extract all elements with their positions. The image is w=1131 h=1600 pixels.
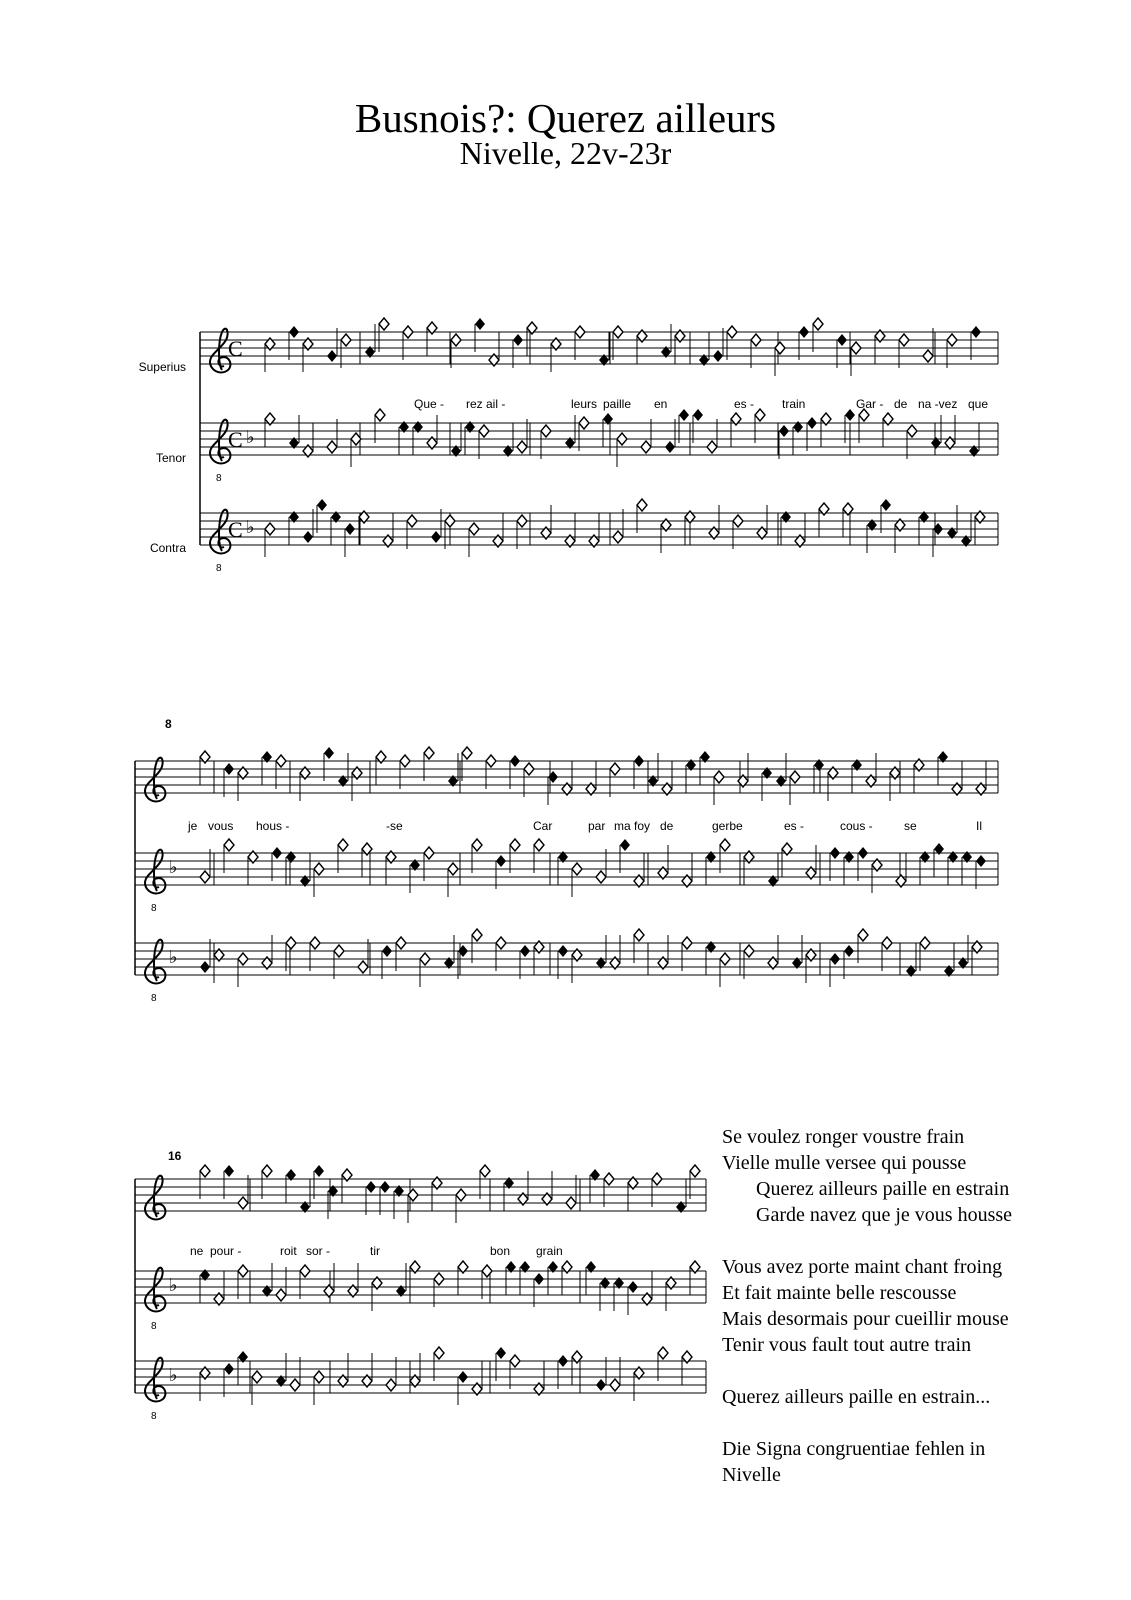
note	[634, 755, 644, 767]
note	[517, 441, 527, 453]
note	[558, 945, 568, 957]
note	[420, 953, 430, 965]
note	[324, 747, 334, 759]
note	[628, 1281, 638, 1293]
note	[472, 839, 482, 851]
note	[613, 326, 623, 338]
note	[799, 326, 809, 338]
lyric-syllable: se	[904, 819, 917, 833]
note	[534, 839, 544, 851]
note	[469, 523, 479, 535]
note	[451, 334, 461, 346]
poem-line: Et fait mainte belle rescousse	[722, 1282, 957, 1304]
poem-text	[722, 1124, 1122, 1488]
note	[907, 425, 917, 437]
note	[658, 1347, 668, 1359]
voice-label-tenor: Tenor	[155, 451, 186, 465]
svg-text:C: C	[228, 427, 243, 452]
lyric-syllable: de	[660, 819, 674, 833]
note	[751, 334, 761, 346]
note	[637, 499, 647, 511]
note	[720, 839, 730, 851]
note	[620, 839, 630, 851]
svg-text:♭: ♭	[246, 517, 255, 538]
lyric-syllable: paille	[603, 397, 632, 411]
note	[779, 425, 789, 437]
poem-line: Se voulez ronger voustre frain	[722, 1126, 965, 1148]
note	[200, 961, 210, 973]
note	[265, 523, 275, 535]
note	[224, 1165, 234, 1177]
lyric-syllable: sor -	[306, 1244, 330, 1258]
note	[345, 523, 355, 535]
treble-clef	[145, 1176, 165, 1220]
lyric-syllable: pour -	[210, 1244, 242, 1258]
note	[733, 515, 743, 527]
note	[923, 350, 933, 362]
note	[310, 937, 320, 949]
note	[276, 1289, 286, 1301]
note	[290, 1379, 300, 1391]
note	[566, 1197, 576, 1209]
note	[976, 855, 986, 867]
note	[424, 747, 434, 759]
note	[971, 326, 981, 338]
treble-clef	[145, 940, 165, 984]
note	[899, 334, 909, 346]
note	[341, 334, 351, 346]
lyrics-system-1	[414, 397, 988, 411]
poem-line: Tenir vous fault tout autre train	[722, 1334, 972, 1356]
lyric-syllable: hous -	[256, 819, 290, 833]
note	[541, 425, 551, 437]
svg-text:♭: ♭	[246, 427, 255, 448]
note	[882, 937, 892, 949]
note	[480, 1165, 490, 1177]
svg-text:♭: ♭	[169, 1275, 178, 1296]
note	[289, 326, 299, 338]
note	[610, 1379, 620, 1391]
note	[403, 326, 413, 338]
note	[920, 937, 930, 949]
note	[475, 318, 485, 330]
note	[338, 839, 348, 851]
lyric-syllable: roit	[280, 1244, 297, 1258]
lyric-syllable: ne	[190, 1244, 204, 1258]
treble-clef	[145, 1358, 165, 1402]
note	[448, 863, 458, 875]
note	[462, 747, 472, 759]
note	[375, 409, 385, 421]
note	[386, 1379, 396, 1391]
note	[496, 937, 506, 949]
lyric-syllable: je	[188, 819, 198, 833]
note	[314, 1371, 324, 1383]
note	[844, 945, 854, 957]
lyric-syllable: -se	[386, 819, 403, 833]
note	[238, 1197, 248, 1209]
poem-line: Mais desormais pour cueillir mouse	[722, 1308, 1009, 1330]
note	[830, 953, 840, 965]
lyric-syllable: Gar -	[856, 397, 884, 411]
poem-line: Querez ailleurs paille en estrain...	[722, 1386, 991, 1408]
note	[200, 871, 210, 883]
note	[641, 441, 651, 453]
lyric-syllable: rez ail -	[466, 397, 506, 411]
note	[496, 1347, 506, 1359]
poem-line: Vous avez porte maint chant froing	[722, 1256, 1003, 1278]
lyric-syllable: par	[588, 819, 606, 833]
note	[303, 531, 313, 543]
note	[575, 326, 585, 338]
note	[314, 863, 324, 875]
note	[327, 350, 337, 362]
note	[286, 937, 296, 949]
svg-text:C: C	[228, 517, 243, 542]
lyric-syllable: es -	[784, 819, 805, 833]
note	[652, 1173, 662, 1185]
treble-clef	[145, 1268, 165, 1312]
note	[424, 847, 434, 859]
measure-number: 16	[168, 1149, 182, 1163]
note	[272, 847, 282, 859]
note	[456, 1189, 466, 1201]
note	[496, 855, 506, 867]
poem-line: Querez ailleurs paille en estrain	[756, 1178, 1010, 1200]
note	[845, 409, 855, 421]
lyrics-system-2	[187, 819, 982, 833]
lyric-syllable: de	[894, 397, 908, 411]
page-subtitle: Nivelle, 22v-23r	[459, 135, 672, 171]
note	[458, 1371, 468, 1383]
lyric-syllable: Car	[533, 819, 553, 833]
note	[596, 871, 606, 883]
note	[517, 515, 527, 527]
note	[276, 755, 286, 767]
note	[314, 1165, 324, 1177]
note	[947, 334, 957, 346]
note	[775, 342, 785, 354]
lyric-syllable: ma	[614, 819, 631, 833]
treble-clef	[145, 758, 165, 802]
note	[366, 1181, 376, 1193]
note	[334, 945, 344, 957]
note	[690, 1165, 700, 1177]
lyric-syllable: Que -	[414, 397, 445, 411]
note	[224, 839, 234, 851]
note	[572, 863, 582, 875]
poem-stanza-gap	[722, 1358, 1122, 1384]
voice-label-superius: Superius	[138, 360, 186, 374]
note	[851, 342, 861, 354]
note	[431, 531, 441, 543]
note	[858, 847, 868, 859]
svg-text:8: 8	[151, 903, 157, 914]
note	[604, 1173, 614, 1185]
note	[713, 350, 723, 362]
note	[707, 441, 717, 453]
lyric-syllable: foy	[634, 819, 651, 833]
note	[634, 929, 644, 941]
note	[596, 1379, 606, 1391]
note	[434, 1273, 444, 1285]
note	[558, 1355, 568, 1367]
note	[665, 441, 675, 453]
lyric-syllable: train	[782, 397, 806, 411]
note	[755, 409, 765, 421]
lyric-syllable: vous	[208, 819, 234, 833]
note	[727, 326, 737, 338]
svg-text:♭: ♭	[169, 1365, 178, 1386]
note	[407, 515, 417, 527]
note	[617, 433, 627, 445]
svg-text:8: 8	[216, 563, 222, 574]
note	[790, 771, 800, 783]
treble-clef	[145, 850, 165, 894]
note	[382, 945, 392, 957]
lyric-syllable: en	[654, 397, 668, 411]
poem-line: Die Signa congruentiae fehlen in	[722, 1438, 986, 1460]
note	[317, 499, 327, 511]
note	[486, 755, 496, 767]
note	[510, 1355, 520, 1367]
lyric-syllable: leurs	[571, 397, 598, 411]
lyric-syllable: cous -	[840, 819, 873, 833]
note	[252, 1371, 262, 1383]
note	[613, 531, 623, 543]
note	[434, 1347, 444, 1359]
poem-line: Garde navez que je vous housse	[756, 1204, 1013, 1226]
note	[830, 847, 840, 859]
svg-text:8: 8	[216, 473, 222, 484]
note	[520, 945, 530, 957]
lyric-syllable: grain	[536, 1244, 563, 1258]
svg-text:♭: ♭	[169, 947, 178, 968]
lyric-syllable: es -	[734, 397, 755, 411]
note	[400, 755, 410, 767]
note	[200, 1165, 210, 1177]
note	[524, 763, 534, 775]
note	[837, 334, 847, 346]
note	[881, 499, 891, 511]
note	[379, 318, 389, 330]
svg-text:8: 8	[151, 1321, 157, 1332]
svg-text:C: C	[228, 336, 243, 361]
note	[682, 937, 692, 949]
note	[300, 1265, 310, 1277]
note	[510, 755, 520, 767]
poem-line: Vielle mulle versee qui pousse	[722, 1152, 967, 1174]
note	[534, 1273, 544, 1285]
note	[807, 417, 817, 429]
note	[693, 409, 703, 421]
note	[238, 953, 248, 965]
note	[714, 771, 724, 783]
poem-stanza-gap	[722, 1410, 1122, 1436]
lyrics-system-3	[190, 1244, 563, 1258]
note	[224, 1363, 234, 1375]
note	[380, 1181, 390, 1193]
svg-text:8: 8	[151, 993, 157, 1004]
note	[224, 763, 234, 775]
note	[858, 929, 868, 941]
lyric-syllable: Il	[976, 819, 982, 833]
note	[479, 425, 489, 437]
note	[238, 1265, 248, 1277]
lyric-syllable: que	[968, 397, 989, 411]
note	[679, 409, 689, 421]
lyric-syllable: na -vez	[918, 397, 958, 411]
note	[513, 334, 523, 346]
note	[813, 318, 823, 330]
note	[358, 961, 368, 973]
svg-text:♭: ♭	[169, 857, 178, 878]
svg-text:8: 8	[151, 1411, 157, 1422]
lyric-syllable: gerbe	[712, 819, 743, 833]
note	[445, 515, 455, 527]
note	[472, 929, 482, 941]
poem-stanza-gap	[722, 1228, 1122, 1254]
note	[610, 763, 620, 775]
page-title: Busnois?: Querez ailleurs	[354, 95, 777, 141]
measure-number: 8	[165, 717, 172, 731]
note	[744, 945, 754, 957]
note	[396, 937, 406, 949]
note	[720, 953, 730, 965]
note	[510, 839, 520, 851]
note	[579, 417, 589, 429]
lyric-syllable: bon	[490, 1244, 511, 1258]
note	[262, 1165, 272, 1177]
lyric-syllable: tir	[370, 1244, 380, 1258]
poem-line: Nivelle	[722, 1464, 781, 1486]
note	[327, 441, 337, 453]
voice-label-contra: Contra	[149, 541, 186, 555]
